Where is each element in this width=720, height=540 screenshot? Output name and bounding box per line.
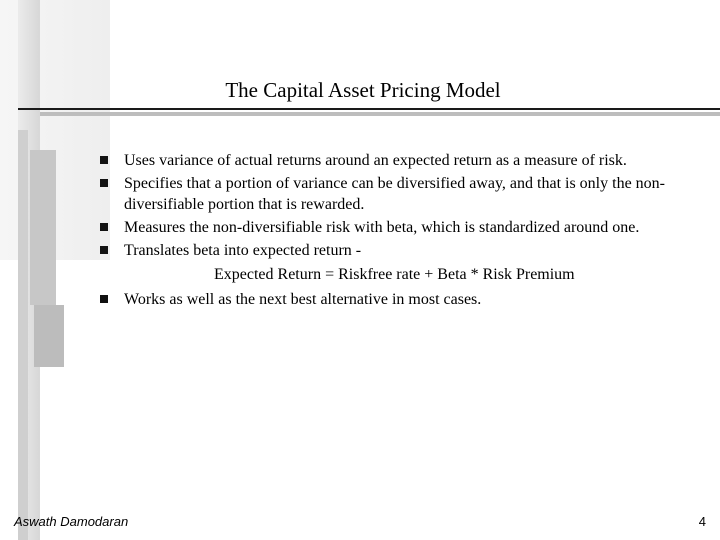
bullet-item [100,217,700,238]
slide-title: The Capital Asset Pricing Model [225,78,501,102]
bullet-text: Measures the non-diversifiable risk with beta, which is standardized around one. [124,219,640,236]
bullet-square-icon [100,246,108,254]
bullet-text: Specifies that a portion of variance can be diversified away, and that is only the non-diversifiable portion that is rewarded. [124,175,665,213]
page-number: 4 [698,514,706,529]
capm-formula: Expected Return = Riskfree rate + Beta * Risk Premium [214,266,575,283]
bullet-square-icon [100,295,108,303]
bullet-list [100,150,700,312]
title-rule [18,108,720,110]
bullet-square-icon [100,223,108,231]
decor-bar-2 [30,150,56,305]
bullet-item [100,150,700,171]
bullet-text: Uses variance of actual returns around an expected return as a measure of risk. [124,152,627,169]
bullet-text: Works as well as the next best alternative in most cases. [124,291,482,308]
decor-bar-3 [34,305,64,367]
bullet-text: Translates beta into expected return - [124,242,362,259]
bullet-square-icon [100,179,108,187]
decor-bar-4 [18,130,28,540]
bullet-square-icon [100,156,108,164]
title-rule-shadow [40,112,720,116]
bullet-item [100,240,700,285]
bullet-item [100,289,700,310]
footer-author: Aswath Damodaran [14,514,129,529]
bullet-item [100,173,700,215]
